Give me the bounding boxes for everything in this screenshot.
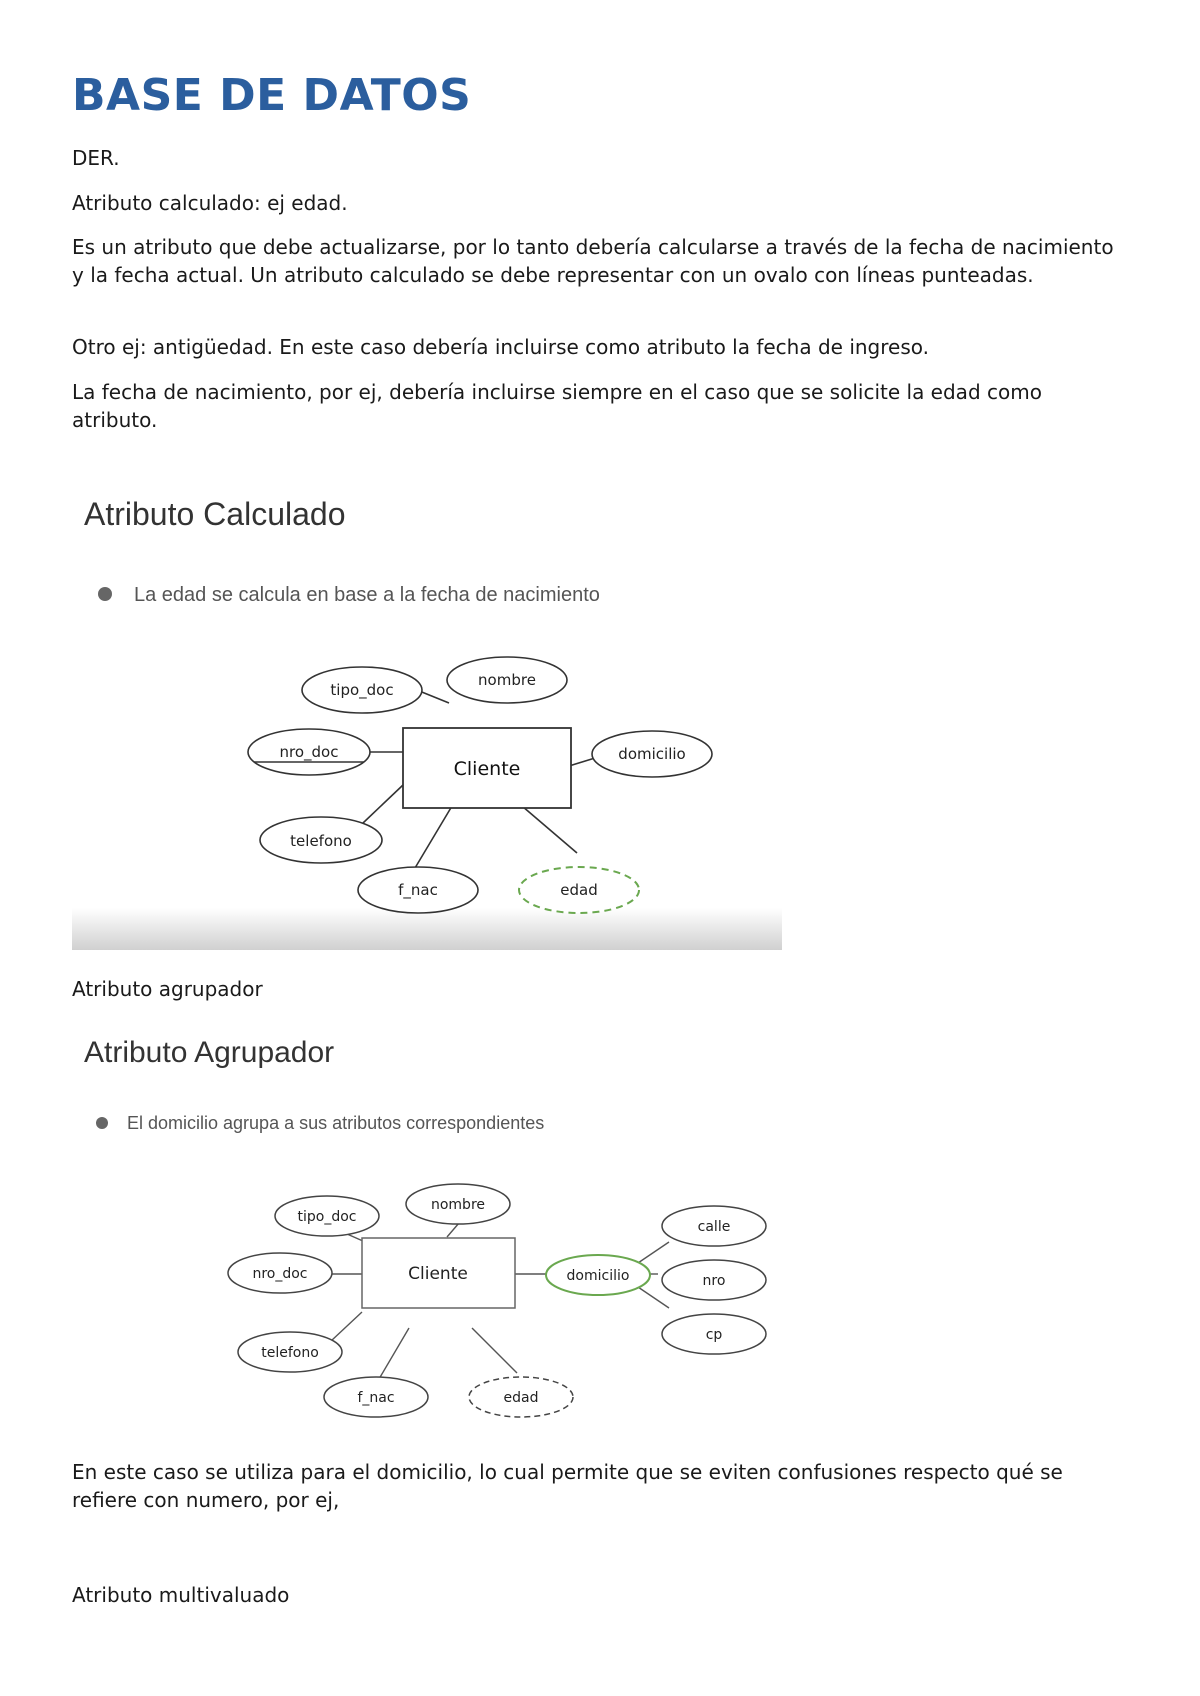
attr-tipo-doc-label: tipo_doc bbox=[297, 1209, 357, 1225]
paragraph-calculated-explanation: Es un atributo que debe actualizarse, por lo tanto debería calcularse a través de la fecha de nacimiento y la fecha actual. Un atributo calculado se debe representar con un ovalo con líneas punteadas. bbox=[72, 235, 1114, 287]
attr-calle-label: calle bbox=[697, 1219, 731, 1235]
attr-nro-doc-label: nro_doc bbox=[279, 743, 339, 761]
bullet-dot-icon bbox=[98, 587, 112, 601]
attr-nombre-label: nombre bbox=[430, 1197, 486, 1213]
attr-domicilio-label: domicilio bbox=[618, 745, 686, 763]
paragraph-grouping-attr: Atributo agrupador bbox=[72, 977, 263, 1001]
figure-title: Atributo Calculado bbox=[84, 496, 346, 532]
paragraph-multivalued-attr: Atributo multivaluado bbox=[72, 1583, 290, 1607]
paragraph-birthdate-note: La fecha de nacimiento, por ej, debería incluirse siempre en el caso que se solicite la edad como atributo. bbox=[72, 380, 1042, 432]
figure-bottom-fade bbox=[72, 908, 782, 950]
attr-telefono-label: telefono bbox=[261, 1345, 319, 1361]
attr-f-nac-label: f_nac bbox=[357, 1390, 395, 1406]
figure-calculated-attribute bbox=[72, 480, 782, 950]
entity-cliente-label: Cliente bbox=[408, 1264, 468, 1284]
attr-nombre-label: nombre bbox=[478, 671, 536, 689]
attr-cp-label: cp bbox=[705, 1327, 723, 1343]
entity-cliente-label: Cliente bbox=[453, 758, 521, 780]
paragraph-der: DER. bbox=[72, 146, 120, 170]
paragraph-grouping-explanation: En este caso se utiliza para el domicilio, lo cual permite que se eviten confusiones respecto qué se refiere con numero, por ej, bbox=[72, 1460, 1063, 1512]
attr-edad-label: edad bbox=[503, 1390, 539, 1406]
paragraph-seniority-example: Otro ej: antigüedad. En este caso debería incluirse como atributo la fecha de ingreso. bbox=[72, 335, 929, 359]
paragraph-calculated-attr: Atributo calculado: ej edad. bbox=[72, 191, 348, 215]
attr-nro-doc-label: nro_doc bbox=[252, 1266, 308, 1282]
figure-title: Atributo Agrupador bbox=[84, 1036, 335, 1069]
figure-bullet-text: La edad se calcula en base a la fecha de nacimiento bbox=[134, 584, 600, 606]
page-title: BASE DE DATOS bbox=[72, 70, 472, 121]
attr-edad-label: edad bbox=[560, 881, 598, 899]
attr-f-nac-label: f_nac bbox=[398, 881, 438, 899]
bullet-dot-icon bbox=[96, 1117, 108, 1129]
attr-nro-label: nro bbox=[702, 1273, 726, 1289]
figure-bullet-text: El domicilio agrupa a sus atributos correspondientes bbox=[127, 1113, 545, 1133]
attr-telefono-label: telefono bbox=[290, 832, 352, 850]
er-diagram-calculated bbox=[72, 480, 782, 950]
figure-grouping-attribute bbox=[72, 1020, 782, 1420]
er-diagram-grouping bbox=[72, 1020, 782, 1420]
attr-domicilio-label: domicilio bbox=[566, 1268, 630, 1284]
attr-tipo-doc-label: tipo_doc bbox=[330, 681, 394, 699]
